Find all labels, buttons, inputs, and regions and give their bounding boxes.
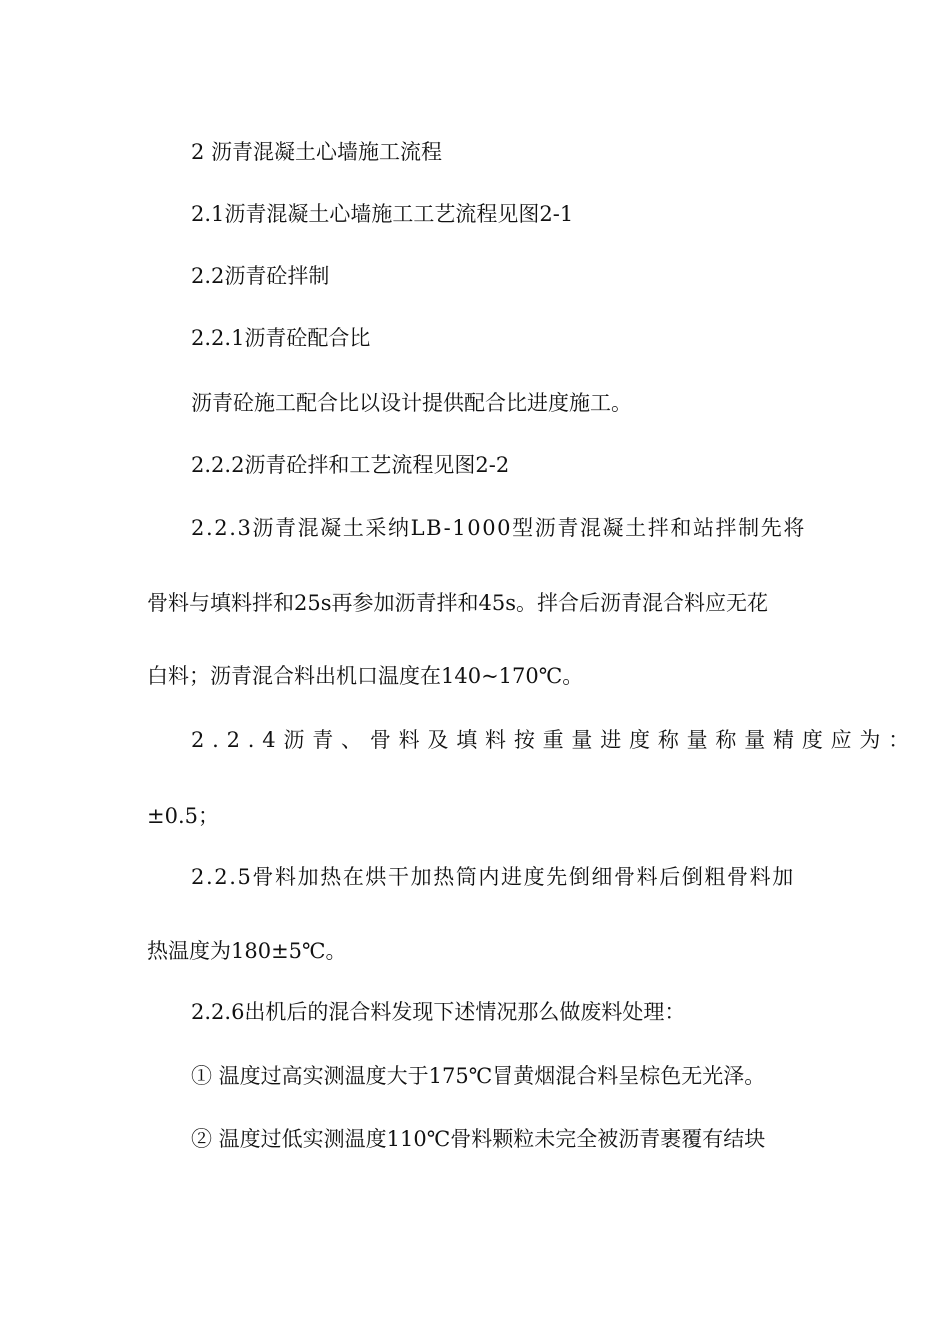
subsection-heading: 2.2沥青砼拌制 xyxy=(191,264,330,288)
paragraph-line: 白料；沥青混合料出机口温度在140~170℃。 xyxy=(147,664,584,688)
paragraph-line: 沥青砼施工配合比以设计提供配合比进度施工。 xyxy=(191,391,632,415)
paragraph-line: 2.2.5骨料加热在烘干加热筒内进度先倒细骨料后倒粗骨料加 xyxy=(191,865,795,889)
paragraph-line: 2.2.3沥青混凝土采纳LB-1000型沥青混凝土拌和站拌制先将 xyxy=(191,516,806,540)
subsection-heading: 2.1沥青混凝土心墙施工工艺流程见图2-1 xyxy=(191,202,574,226)
list-item: ① 温度过高实测温度大于175℃冒黄烟混合料呈棕色无光泽。 xyxy=(191,1064,766,1088)
subsection-heading: 2.2.2沥青砼拌和工艺流程见图2-2 xyxy=(191,453,510,477)
paragraph-line: 热温度为180±5℃。 xyxy=(147,939,347,963)
paragraph-line: 2.2.4沥青、骨料及填料按重量进度称量称量精度应为： xyxy=(191,728,918,752)
subsection-heading: 2.2.6出机后的混合料发现下述情况那么做废料处理： xyxy=(191,1000,686,1024)
list-item: ② 温度过低实测温度110℃骨料颗粒未完全被沥青裹覆有结块 xyxy=(191,1127,766,1151)
subsection-heading: 2.2.1沥青砼配合比 xyxy=(191,326,371,350)
paragraph-line: 骨料与填料拌和25s再参加沥青拌和45s。拌合后沥青混合料应无花 xyxy=(147,591,768,615)
paragraph-line: ±0.5； xyxy=(147,804,219,828)
section-heading: 2 沥青混凝土心墙施工流程 xyxy=(191,140,443,164)
